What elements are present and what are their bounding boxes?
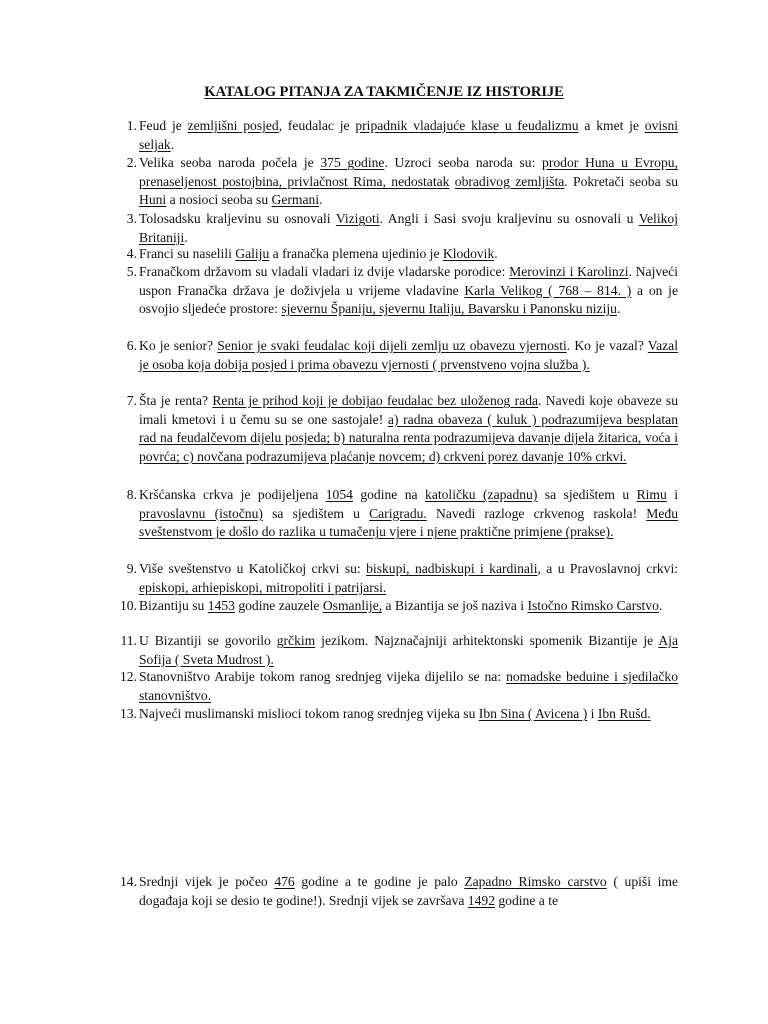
question-number: 13. [120,706,137,721]
answer-text: katoličku (zapadnu) [425,487,538,502]
question-number: 12. [120,669,137,684]
question-segment: Ko je senior? [139,338,218,353]
answer-text: Carigradu. [369,505,427,521]
question-segment: Stanovništvo Arabije tokom ranog srednjeg vijeka dijelilo se na: [139,669,507,684]
question-1 [126,117,679,154]
question-14 [120,873,679,910]
question-segment: godine a te godine je palo [294,874,465,889]
question-12 [120,668,679,705]
question-text [139,561,678,595]
question-text [139,633,678,667]
page-title: KATALOG PITANJA ZA TAKMIČENJE IZ HISTORIJE [204,84,564,100]
question-text [139,393,678,464]
question-text [139,706,651,721]
question-segment: . [658,598,663,613]
question-segment: , a u Pravoslavnoj crkvi: [537,561,678,576]
question-segment: godine na [352,487,426,502]
question-segment: . [616,301,621,317]
question-segment: jezikom. Najznačajniji arhitektonski spomenik Bizantije je [315,633,659,648]
question-9 [126,560,678,597]
question-text [139,669,678,703]
question-number: 4. [126,246,137,261]
answer-text: episkopi, arhiepiskopi, mitropoliti i patrijarsi. [139,579,387,595]
answer-text: Istočno Rimsko Carstvo [527,598,659,613]
answer-text: Klodovik [442,246,495,261]
answer-text: Ibn Rušd. [597,706,651,721]
question-text [139,264,678,316]
question-number: 5. [126,264,137,279]
question-segment: Najveći muslimanski mislioci tokom ranog srednjeg vijeka su [139,706,479,721]
question-number: 7. [126,393,137,408]
answer-text: Među sveštenstvom je došlo do razlika u tumačenju vjere i njene praktične primjene (prakse). [139,505,678,540]
question-segment: sa sjedištem u [262,505,370,521]
question-segment: , feudalac je [278,118,356,133]
answer-text: Merovinzi i Karolinzi [509,264,629,279]
question-segment: Velika seoba naroda počela je [139,155,321,170]
question-segment: Tolosadsku kraljevinu su osnovali [139,211,336,226]
question-segment: i [587,706,598,721]
question-segment: Srednji vijek je počeo [139,874,275,889]
question-7 [126,392,679,466]
answer-text: Galiju [235,246,270,261]
question-segment: . [319,192,323,208]
answer-text: grčkim [276,633,316,648]
answer-text: Ibn Sina ( Avicena ) [478,706,588,721]
question-text [139,598,662,613]
answer-text: Zapadno Rimsko carstvo [464,874,607,889]
question-segment: godine a te [494,892,559,908]
question-number: 2. [126,155,137,170]
answer-text: Huni [139,192,167,208]
question-segment: . Angli i Sasi svoju kraljevinu su osnovali u [379,211,639,226]
question-4 [126,245,678,264]
answer-text: Vizigoti [335,211,380,226]
question-segment: a franačka plemena ujedinio je [269,246,443,261]
question-segment: a nosioci seoba su [166,192,272,208]
question-segment: . Uzroci seoba naroda su: [384,155,543,170]
question-segment: Šta je renta? [139,393,213,408]
answer-text: Vazal je osoba koja dobija posjed i prima obavezu vjernosti ( prvenstveno vojna služba ). [139,338,678,372]
question-segment: Kršćanska crkva je podijeljena [139,487,326,502]
question-text [139,338,678,372]
answer-text: 1054 [325,487,353,502]
question-segment: ( upiši ime događaja koji se desio te godine!). Srednji vijek se završava [139,874,679,908]
question-segment: Franci su naselili [139,246,236,261]
question-11 [120,632,678,669]
question-segment: . [184,229,188,245]
question-number: 14. [120,874,137,889]
question-segment: Feud je [139,118,188,133]
question-8 [126,486,678,542]
answer-text: Velikoj Britaniji [139,211,678,245]
answer-text: biskupi, nadbiskupi i kardinali [366,561,538,576]
question-segment: . Navedi koje obaveze su imali kmetovi i u čemu su se one sastojale! [139,393,679,427]
answer-text: Senior je svaki feudalac koji dijeli zemlju uz obavezu vjernosti [217,338,567,353]
question-segment: i [666,487,678,502]
question-text [139,155,678,207]
answer-text: 476 [274,874,295,889]
question-number: 8. [126,487,137,502]
question-text [139,211,678,245]
question-segment: . [170,136,175,152]
question-text [139,118,678,152]
question-number: 9. [126,561,137,576]
answer-text: 375 godine [320,155,385,170]
question-segment: . [494,246,498,261]
question-segment: Navedi razloge crkvenog raskola! [426,505,647,521]
answer-text: Karla Velikog ( 768 – 814. ) [464,282,632,298]
answer-text: zemljišni posjed [187,118,279,133]
answer-text: Aja Sofija ( Sveta Mudrost ). [139,633,678,667]
question-number: 10. [120,598,137,613]
answer-text: sjevernu Španiju, sjevernu Italiju, Bavarsku i Panonsku niziju [281,301,617,317]
question-3 [126,210,678,247]
answer-text: nomadske beduine i sjedilačko stanovništvo. [139,669,679,703]
question-number: 1. [126,118,137,133]
question-2 [126,154,679,210]
question-segment: Više sveštenstvo u Katoličkoj crkvi su: [139,561,367,576]
question-13 [120,705,678,724]
question-text [139,874,678,908]
question-segment: a Bizantija se još naziva i [382,598,528,613]
answer-text: 1453 [207,598,235,613]
question-segment: U Bizantiji se govorilo [139,633,277,648]
answer-text: pripadnik vladajuće klase u feudalizmu [355,118,579,133]
question-segment: godine zauzele [234,598,323,613]
question-number: 11. [120,633,137,648]
answer-text: a) radna obaveza ( kuluk ) podrazumijeva besplatan rad na feudalčevom dijelu posjeda; b) naturalna renta podrazumijeva davanje dijela žitarica, voća i povrća; c) novčana podrazumijeva plaćanje novcem; d) crkveni porez davanje 10% crkvi. [139,411,678,464]
question-segment: Franačkom državom su vladali vladari iz dvije vladarske porodice: [139,264,510,279]
question-segment: sa sjedištem u [537,487,637,502]
question-segment: a on je osvojio sljedeće prostore: [139,282,678,317]
answer-text: pravoslavnu (istočnu) [139,505,263,521]
question-5 [126,263,678,319]
question-number: 6. [126,338,137,353]
question-segment: . Pokretači seoba su [564,173,679,189]
answer-text: 1492 [467,892,495,908]
question-segment: . Najveći uspon Franačka država je doživjela u vrijeme vladavine [139,264,678,298]
question-segment: . Ko je vazal? [566,338,648,353]
answer-text: Renta je prihod koji je dobijao feudalac bez uloženog rada [212,393,539,408]
question-segment: Bizantiju su [139,598,208,613]
question-10 [120,597,678,616]
question-segment: a kmet je [578,118,645,133]
answer-text: Rimu [636,487,667,502]
answer-text: Germani [271,192,320,208]
answer-text: ovisni seljak [139,118,679,152]
answer-text: prodor Huna u Evropu, prenaseljenost postojbina, privlačnost Rima, nedostatak [139,155,678,189]
question-number: 3. [126,211,137,226]
answer-text: Osmanlije, [322,598,383,613]
question-text [139,487,678,539]
answer-text: obradivog zemljišta [454,173,565,189]
question-6 [126,337,678,374]
question-text [139,246,498,261]
